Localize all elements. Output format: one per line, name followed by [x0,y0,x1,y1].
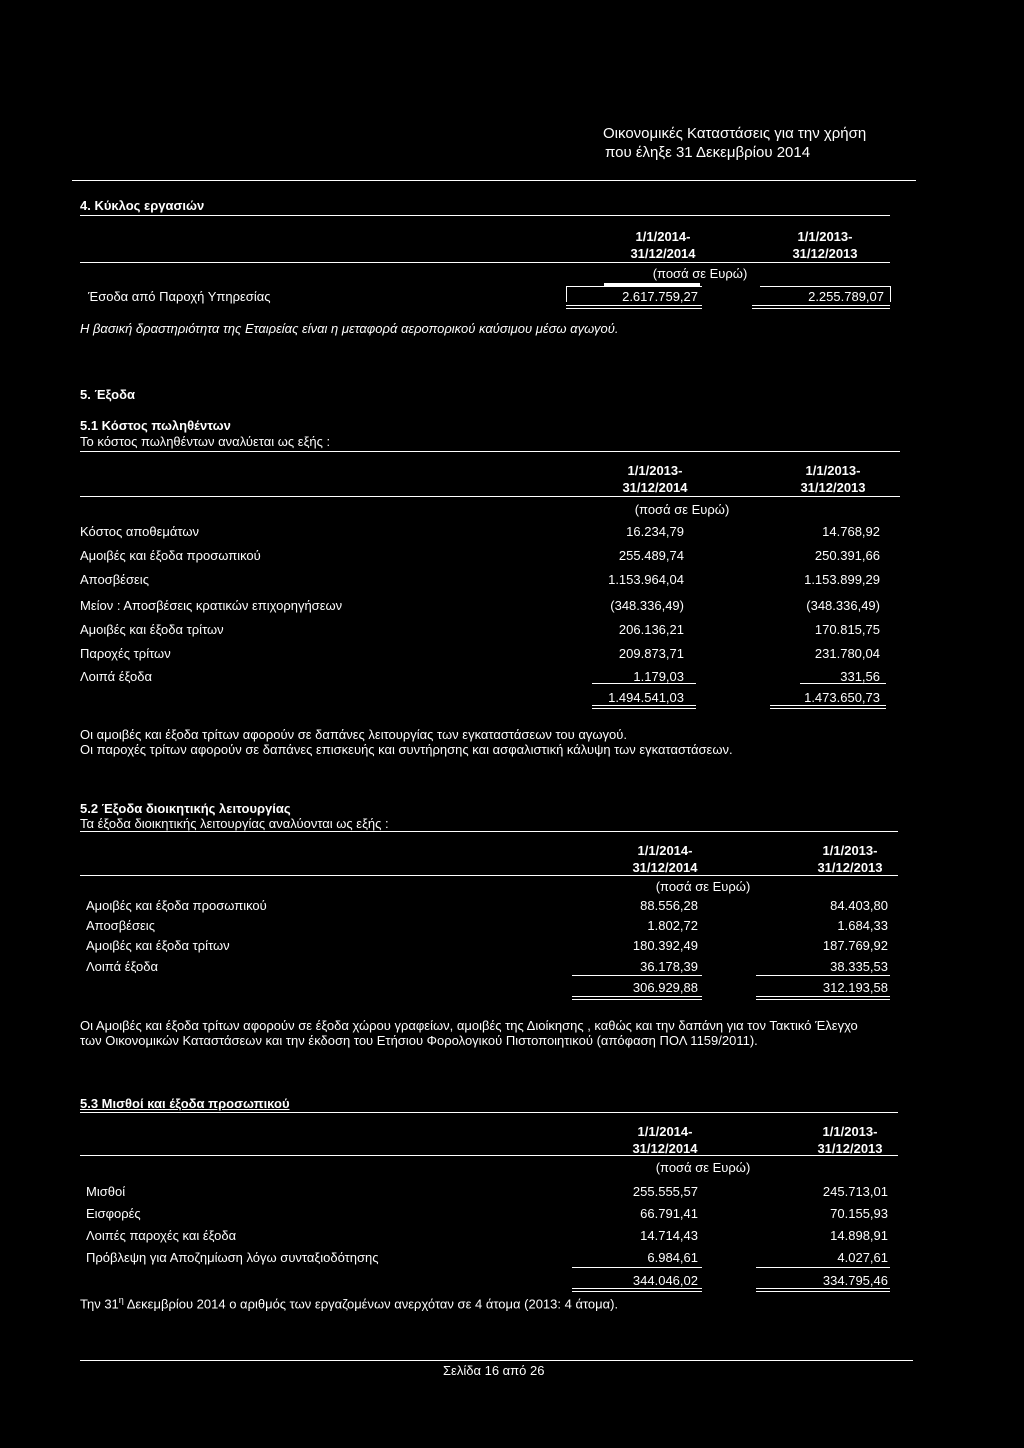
s51-row-v2: 231.780,04 [814,646,880,661]
s52-row-v1: 180.392,49 [632,938,698,953]
s53-header-rule [80,1155,898,1156]
s51-note-2: Οι παροχές τρίτων αφορούν σε δαπάνες επισκευής και συντήρησης και ασφαλιστική κάλυψη των εγκαταστάσεων. [80,742,733,757]
s53-col2-header: 1/1/2013- 31/12/2013 [817,1124,883,1156]
s52-note-2: των Οικονομικών Καταστάσεων και την έκδοση του Ετήσιου Φορολογικού Πιστοποιητικού (απόφαση ΠΟΛ 1159/2011). [80,1033,758,1048]
s51-row-v2: 250.391,66 [814,548,880,563]
header-title-line2: που έληξε 31 Δεκεμβρίου 2014 [605,144,811,161]
s53-row-v1: 6.984,61 [647,1250,698,1265]
s53-row-v1: 255.555,57 [632,1184,698,1199]
s51-row-v2: 14.768,92 [822,524,880,539]
header-rule [72,180,916,181]
section-5-2-title: 5.2 Έξοδα διοικητικής λειτουργίας [80,801,291,816]
s51-row-v1: 1.179,03 [633,669,684,684]
s52-row-v2: 84.403,80 [830,898,888,913]
section-4-title-rule [80,215,890,216]
s51-header-rule [80,496,900,497]
s52-subtotal-rule-1 [572,975,702,976]
s53-row-v2: 245.713,01 [822,1184,888,1199]
s51-total-rule-2 [770,705,886,709]
s52-note-1: Οι Αμοιβές και έξοδα τρίτων αφορούν σε έξοδα χώρου γραφείων, αμοιβές της Διοίκησης , καθώς και την δαπάνη για τον Τακτικό Έλεγχο [80,1018,858,1033]
s52-row-label: Αμοιβές και έξοδα τρίτων [86,938,230,953]
s52-total-v1: 306.929,88 [632,980,698,995]
s53-col1-header: 1/1/2014- 31/12/2014 [632,1124,698,1156]
s51-row-label: Αποσβέσεις [80,572,149,587]
s52-total-v2: 312.193,58 [822,980,888,995]
s51-row-v2: (348.336,49) [806,598,880,613]
s53-row-v2: 14.898,91 [830,1228,888,1243]
s4-total-rule-2 [752,305,890,309]
s53-total-v1: 344.046,02 [632,1273,698,1288]
s52-row-v2: 1.684,33 [837,918,888,933]
s52-row-v1: 88.556,28 [640,898,698,913]
s51-row-label: Κόστος αποθεμάτων [80,524,199,539]
s52-total-rule-2 [756,996,890,1000]
s53-row-label: Πρόβλεψη για Αποζημίωση λόγω συνταξιοδότησης [86,1250,379,1265]
s4-col1-header: 1/1/2014- 31/12/2014 [630,229,696,261]
s53-total-v2: 334.795,46 [822,1273,888,1288]
s53-row-v2: 4.027,61 [837,1250,888,1265]
s52-col1-header: 1/1/2014- 31/12/2014 [632,843,698,875]
s51-row-label: Αμοιβές και έξοδα προσωπικού [80,548,261,563]
s53-note: Την $31^\eta$ Δεκεμβρίου 2014 ο αριθμός των εργαζομένων ανερχόταν σε 4 άτομα (2013: 4 άτομα). [80,1295,619,1312]
s53-row-v1: 14.714,43 [640,1228,698,1243]
s51-unit-label: (ποσά σε Ευρώ) [634,502,730,517]
s53-unit-label: (ποσά σε Ευρώ) [655,1160,751,1175]
s53-row-label: Εισφορές [86,1206,141,1221]
s52-row-v2: 38.335,53 [830,959,888,974]
s52-col2-header: 1/1/2013- 31/12/2013 [817,843,883,875]
section-5-2-subtitle: Τα έξοδα διοικητικής λειτουργίας αναλύονται ως εξής : [80,816,389,831]
s4-row-v2: 2.255.789,07 [808,289,884,304]
s51-total-v2: 1.473.650,73 [804,690,880,705]
s51-row-v2: 170.815,75 [814,622,880,637]
section-5-3-title: 5.3 Μισθοί και έξοδα προσωπικού [80,1096,290,1111]
s52-title-rule [80,831,898,832]
s4-box1-top [566,286,702,287]
s51-total-rule-1 [592,705,696,709]
header-title-line1: Οικονομικές Καταστάσεις για την χρήση [603,125,867,142]
section-5-title: 5. Έξοδα [80,387,135,402]
s4-total-rule-1 [566,305,702,309]
s51-total-v1: 1.494.541,03 [608,690,684,705]
s51-col2-header: 1/1/2013- 31/12/2013 [800,463,866,495]
s4-row-v1: 2.617.759,27 [622,289,698,304]
s51-row-v1: (348.336,49) [610,598,684,613]
s4-unit-label: (ποσά σε Ευρώ) [652,266,748,281]
section-5-1-title: 5.1 Κόστος πωληθέντων [80,418,231,433]
s4-col2-header: 1/1/2013- 31/12/2013 [792,229,858,261]
s4-box2-top [760,286,890,287]
s53-subtotal-rule-1 [572,1267,702,1268]
s51-row-label: Αμοιβές και έξοδα τρίτων [80,622,224,637]
s51-col1-header: 1/1/2013- 31/12/2014 [622,463,688,495]
s51-row-v1: 206.136,21 [618,622,684,637]
s53-row-label: Μισθοί [86,1184,126,1199]
s52-subtotal-rule-2 [756,975,890,976]
s53-title-rule [80,1112,898,1113]
s51-row-label: Παροχές τρίτων [80,646,171,661]
s52-unit-label: (ποσά σε Ευρώ) [655,879,751,894]
section-4-title: 4. Κύκλος εργασιών [80,198,205,213]
s4-row-label: Έσοδα από Παροχή Υπηρεσίας [88,289,271,304]
s51-row-v1: 16.234,79 [626,524,684,539]
s51-subtotal-rule-2 [800,683,886,684]
page-number: Σελίδα 16 από 26 [443,1363,545,1378]
s52-row-v1: 36.178,39 [640,959,698,974]
s51-row-label: Λοιπά έξοδα [80,669,152,684]
s4-note: Η βασική δραστηριότητα της Εταιρείας είναι η μεταφορά αεροπορικού καύσιμου μέσω αγωγού. [80,321,619,336]
s53-subtotal-rule-2 [756,1267,890,1268]
s4-box2-right [890,286,891,302]
footer-rule [80,1360,913,1361]
s51-row-v1: 255.489,74 [618,548,684,563]
s51-row-v2: 331,56 [840,669,880,684]
s51-title-rule [80,451,900,452]
s52-row-v2: 187.769,92 [822,938,888,953]
s51-subtotal-rule-1 [592,683,696,684]
s51-row-v1: 1.153.964,04 [608,572,684,587]
s52-header-rule [80,875,898,876]
s53-row-label: Λοιπές παροχές και έξοδα [86,1228,237,1243]
section-5-1-subtitle: Το κόστος πωληθέντων αναλύεται ως εξής : [80,434,331,449]
s51-row-label: Μείον : Αποσβέσεις κρατικών επιχορηγήσεων [80,598,343,613]
s52-row-label: Αποσβέσεις [86,918,155,933]
s51-row-v1: 209.873,71 [618,646,684,661]
s52-row-label: Αμοιβές και έξοδα προσωπικού [86,898,267,913]
s52-row-v1: 1.802,72 [647,918,698,933]
s53-row-v1: 66.791,41 [640,1206,698,1221]
s53-total-rule-2 [756,1288,890,1292]
s53-total-rule-1 [572,1288,702,1292]
s53-row-v2: 70.155,93 [830,1206,888,1221]
s4-header-rule [80,262,890,263]
s52-total-rule-1 [572,996,702,1000]
s52-row-label: Λοιπά έξοδα [86,959,158,974]
s51-row-v2: 1.153.899,29 [804,572,880,587]
s51-note-1: Οι αμοιβές και έξοδα τρίτων αφορούν σε δαπάνες λειτουργίας των εγκαταστάσεων του αγωγού. [80,727,627,742]
